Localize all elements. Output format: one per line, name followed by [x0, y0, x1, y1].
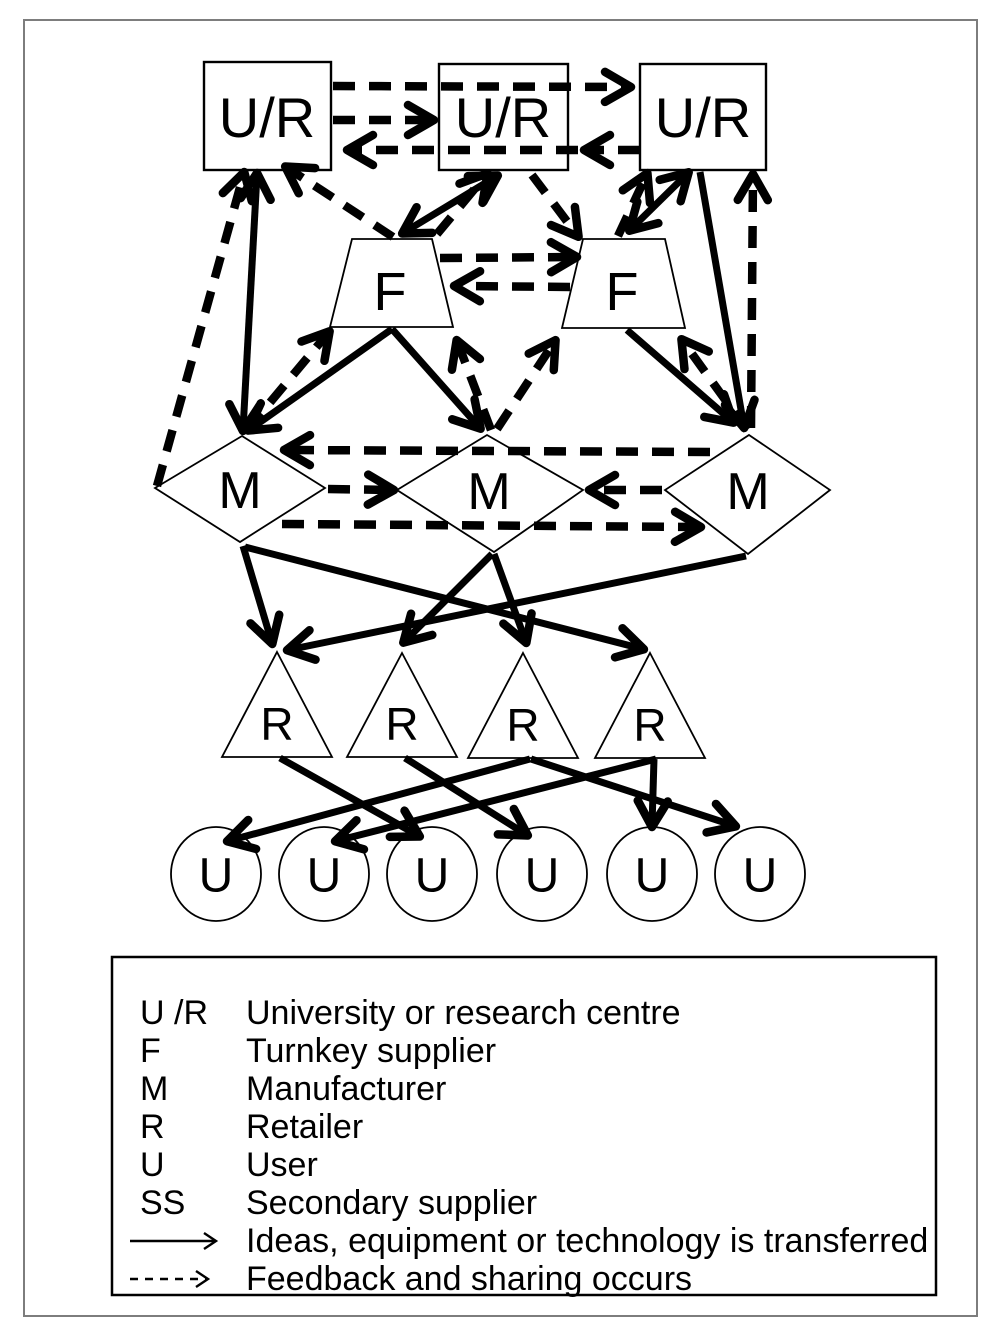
legend-desc: Manufacturer	[246, 1070, 447, 1108]
edge-dashed-m2-f2	[497, 341, 555, 429]
edge-dashed-m3-ur3	[751, 175, 753, 428]
node-label-r4: R	[633, 699, 667, 751]
edge-dashed-f2-f1	[455, 286, 570, 287]
legend-desc: Ideas, equipment or technology is transferred	[246, 1222, 929, 1260]
node-label-f1: F	[373, 262, 407, 322]
legend-key: SS	[140, 1184, 186, 1222]
legend-key: R	[140, 1108, 165, 1146]
node-label-r1: R	[260, 698, 294, 750]
edge-solid-r3-u6	[531, 759, 735, 826]
edge-dashed-f1-f2	[440, 257, 576, 258]
node-label-f2: F	[605, 262, 639, 322]
node-label-u6: U	[742, 849, 778, 903]
edge-dashed-ur2-f2	[532, 175, 578, 236]
edge-solid-m3-r1	[288, 556, 746, 650]
edge-solid-ur1-m1	[243, 174, 257, 430]
outer-border	[24, 20, 977, 1316]
node-label-ur3: U/R	[654, 86, 752, 149]
legend-desc: Secondary supplier	[246, 1184, 538, 1222]
node-label-u3: U	[414, 849, 450, 903]
legend-key: U	[140, 1146, 165, 1184]
node-label-r3: R	[506, 699, 540, 751]
legend-desc: University or research centre	[246, 994, 681, 1032]
edge-solid-m2-r3	[494, 554, 526, 642]
legend	[112, 957, 936, 1298]
node-label-m2: M	[467, 463, 511, 521]
edge-dashed-f1-ur1	[286, 167, 393, 237]
node-label-u5: U	[634, 849, 670, 903]
node-label-u1: U	[198, 849, 234, 903]
node-label-r2: R	[385, 698, 419, 750]
node-label-ur1: U/R	[218, 86, 316, 149]
edge-solid-r4-u5	[652, 759, 654, 826]
legend-desc: User	[246, 1146, 318, 1184]
node-label-m1: M	[218, 462, 262, 520]
node-label-ur2: U/R	[454, 86, 552, 149]
legend-desc: Turnkey supplier	[246, 1032, 497, 1070]
node-label-m3: M	[726, 463, 770, 521]
edge-solid-m2-r2	[404, 554, 492, 642]
edge-dashed-m1-m2	[328, 489, 393, 490]
node-label-u2: U	[306, 849, 342, 903]
node-label-u4: U	[524, 849, 560, 903]
legend-desc: Feedback and sharing occurs	[246, 1260, 693, 1298]
legend-key: M	[140, 1070, 169, 1108]
legend-desc: Retailer	[246, 1108, 364, 1146]
edge-solid-m1-r1	[243, 546, 272, 643]
legend-key: F	[140, 1032, 161, 1070]
legend-key: U /R	[140, 994, 208, 1032]
outer-border-rect	[24, 20, 977, 1316]
edge-dashed-m1-ur1	[157, 173, 244, 486]
